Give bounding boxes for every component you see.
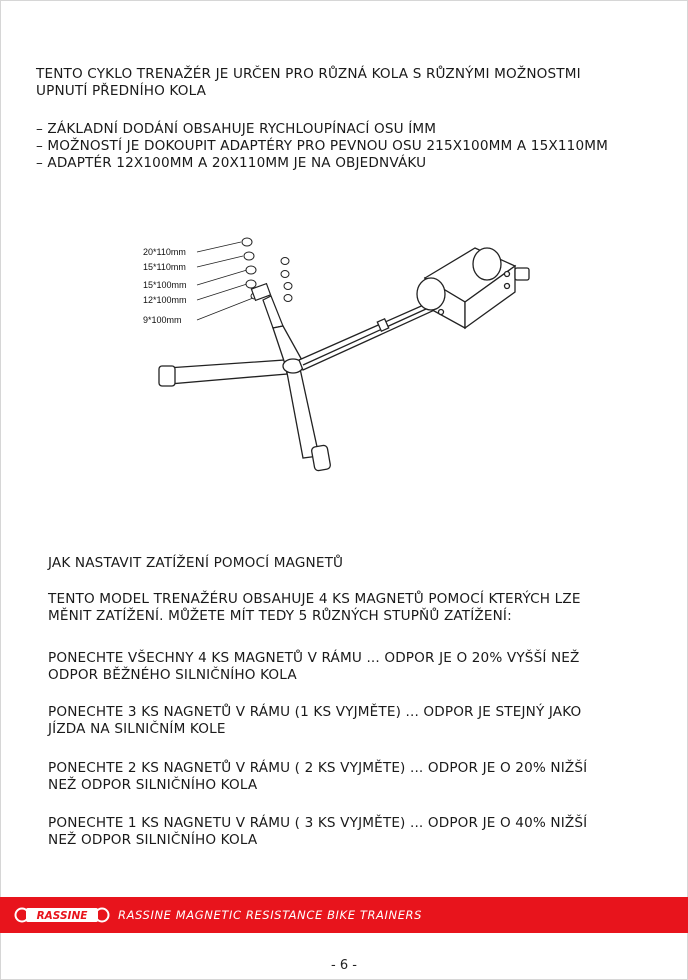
- list-item: – MOŽNOSTÍ JE DOKOUPIT ADAPTÉRY PRO PEVNOU OSU 215X100MM A 15X110MM: [36, 138, 608, 154]
- paragraph-line: PONECHTE 3 KS NAGNETŮ V RÁMU (1 KS VYJMĚTE) ... ODPOR JE STEJNÝ JAKO: [48, 704, 582, 720]
- paragraph-line: NEŽ ODPOR SILNIČNÍHO KOLA: [48, 832, 258, 848]
- adapter-label: 9*100mm: [143, 315, 182, 325]
- paragraph-line: PONECHTE 1 KS NAGNETU V RÁMU ( 3 KS VYJMĚTE) ... ODPOR JE O 40% NIŽŠÍ: [48, 815, 588, 831]
- page-number: - 6 -: [331, 958, 357, 973]
- paragraph-line: MĚNIT ZATÍŽENÍ. MŮŽETE MÍT TEDY 5 RŮZNÝCH STUPŇŮ ZATÍŽENÍ:: [48, 608, 512, 624]
- resistance-paragraph: [48, 760, 648, 794]
- list-item: – ZÁKLADNÍ DODÁNÍ OBSAHUJE RYCHLOUPÍNACÍ OSU ÍMM: [36, 121, 437, 137]
- paragraph-line: JÍZDA NA SILNIČNÍM KOLE: [48, 721, 226, 737]
- trainer-illustration: [135, 228, 555, 488]
- paragraph-line: NEŽ ODPOR SILNIČNÍHO KOLA: [48, 777, 258, 793]
- fork-holder: [251, 284, 283, 328]
- intro-line: TENTO CYKLO TRENAŽÉR JE URČEN PRO RŮZNÁ KOLA S RŮZNÝMI MOŽNOSTMI: [36, 66, 581, 82]
- resistance-paragraph: [48, 815, 648, 849]
- resistance-paragraph: [48, 591, 648, 625]
- footer-banner: [0, 897, 688, 933]
- resistance-paragraph: [48, 704, 648, 738]
- adapter-label: 15*100mm: [143, 280, 187, 290]
- paragraph-line: PONECHTE VŠECHNY 4 KS MAGNETŮ V RÁMU ... ODPOR JE O 20% VYŠŠÍ NEŽ: [48, 650, 580, 666]
- section-heading: JAK NASTAVIT ZATÍŽENÍ POMOCÍ MAGNETŮ: [48, 555, 344, 571]
- adapter-label: 12*100mm: [143, 295, 187, 305]
- intro-line: UPNUTÍ PŘEDNÍHO KOLA: [36, 83, 207, 99]
- trainer-frame: [159, 248, 529, 471]
- logo-text: RASSINE: [36, 910, 88, 922]
- adapter-label: 20*110mm: [143, 247, 186, 257]
- footer-tagline: RASSINE MAGNETIC RESISTANCE BIKE TRAINERS: [118, 908, 423, 922]
- intro-text: [36, 66, 652, 100]
- paragraph-line: TENTO MODEL TRENAŽÉRU OBSAHUJE 4 KS MAGNETŮ POMOCÍ KTERÝCH LZE: [48, 591, 581, 607]
- resistance-paragraph: [48, 650, 648, 684]
- adapter-label: 15*110mm: [143, 262, 186, 272]
- list-item: – ADAPTÉR 12X100MM A 20X110MM JE NA OBJEDNVÁKU: [36, 155, 427, 171]
- axle-options-list: [36, 121, 652, 172]
- paragraph-line: ODPOR BĚŽNÉHO SILNIČNÍHO KOLA: [48, 667, 297, 683]
- rassine-logo: [14, 904, 110, 926]
- paragraph-line: PONECHTE 2 KS NAGNETŮ V RÁMU ( 2 KS VYJMĚTE) ... ODPOR JE O 20% NIŽŠÍ: [48, 760, 588, 776]
